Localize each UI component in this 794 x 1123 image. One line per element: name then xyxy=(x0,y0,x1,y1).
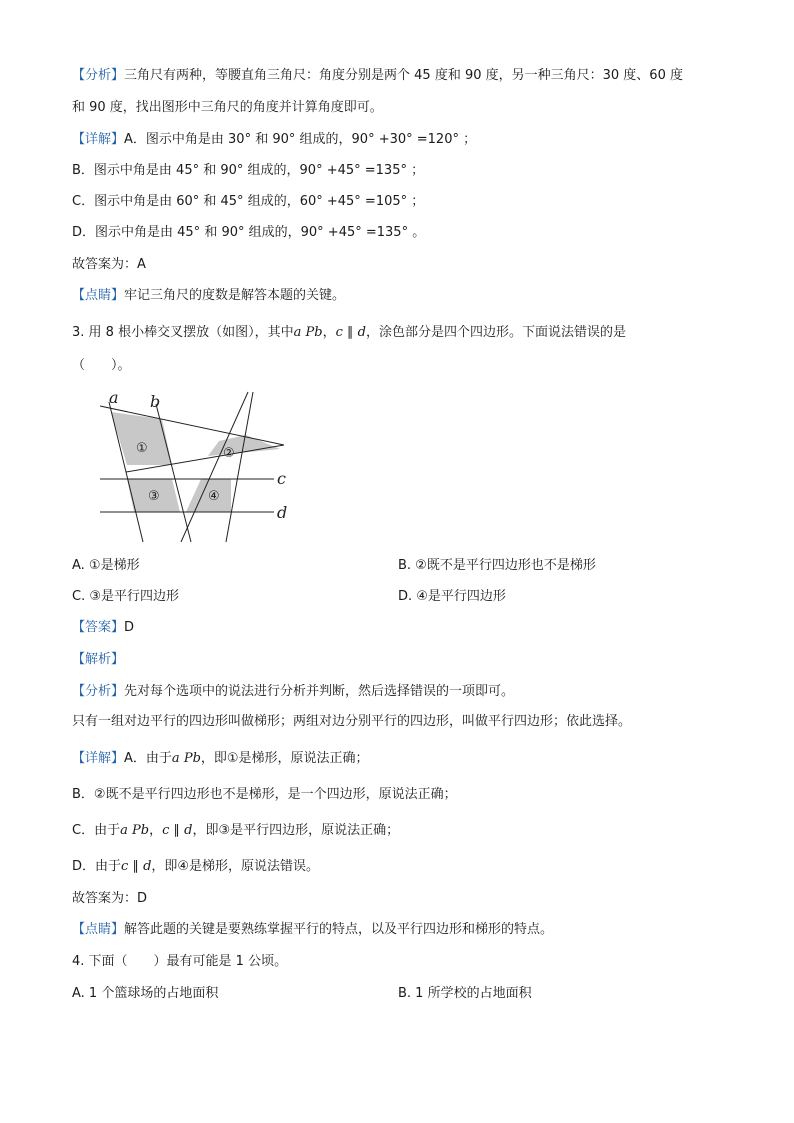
label-d: d xyxy=(277,503,288,522)
question-3-blank: （ ）。 xyxy=(72,358,131,373)
analysis-tag: 【分析】 xyxy=(72,68,125,83)
option-3-B[interactable]: B. ②既不是平行四边形也不是梯形 xyxy=(398,558,596,573)
analysis-3-rule: 只有一组对边平行的四边形叫做梯形；两组对边分别平行的四边形，叫做平行四边形；依此选择。 xyxy=(72,714,632,729)
explain-3-tag: 【解析】 xyxy=(72,652,125,667)
option-3-A[interactable]: A. ①是梯形 xyxy=(72,558,140,573)
answer-3-final: 故答案为：D xyxy=(72,891,148,906)
answer-3: 【答案】D xyxy=(72,620,135,635)
detail-1-b: B．图示中角是由 45° 和 90° 组成的，90° +45° =135° ； xyxy=(72,163,425,178)
detail-3-d: D．由于c ∥ d，即④是梯形，原说法错误。 xyxy=(72,859,320,874)
analysis-1-line-2: 和 90 度，找出图形中三角尺的角度并计算角度即可。 xyxy=(72,100,383,115)
region-1 xyxy=(111,412,172,465)
detail-1-c: C．图示中角是由 60° 和 45° 组成的，60° +45° =105° ； xyxy=(72,194,425,209)
label-a: a xyxy=(109,388,119,407)
option-3-D[interactable]: D. ④是平行四边形 xyxy=(398,589,506,604)
comment-tag: 【点睛】 xyxy=(72,288,125,303)
shaded-regions xyxy=(111,412,280,512)
question-3-stem: 3. 用 8 根小棒交叉摆放（如图），其中a Pb，c ∥ d，涂色部分是四个四边形。下面说法错误的是 xyxy=(72,325,626,340)
detail-1-a: 【详解】A．图示中角是由 30° 和 90° 组成的，90° +30° =120° ； xyxy=(72,132,477,147)
label-c: c xyxy=(277,469,286,488)
option-4-A[interactable]: A. 1 个篮球场的占地面积 xyxy=(72,986,219,1001)
comment-3: 【点睛】解答此题的关键是要熟练掌握平行的特点，以及平行四边形和梯形的特点。 xyxy=(72,922,554,937)
region-label-2: ② xyxy=(223,446,235,461)
analysis-3: 【分析】先对每个选项中的说法进行分析并判断，然后选择错误的一项即可。 xyxy=(72,684,515,699)
region-2 xyxy=(208,435,280,456)
detail-3-c: C．由于a Pb，c ∥ d，即③是平行四边形，原说法正确； xyxy=(72,823,400,838)
detail-3-b: B．②既不是平行四边形也不是梯形，是一个四边形，原说法正确； xyxy=(72,787,457,802)
stick-b xyxy=(156,404,191,542)
detail-tag: 【详解】 xyxy=(72,132,125,147)
analysis-1-line-1 xyxy=(72,67,683,85)
analysis-text: 三角尺有两种，等腰直角三角尺：角度分别是两个 45 度和 90 度，另一种三角尺：30 度、60 度 xyxy=(124,68,683,83)
detail-3-a: 【详解】A．由于a Pb，即①是梯形，原说法正确； xyxy=(72,751,369,766)
region-label-4: ④ xyxy=(208,489,220,504)
answer-1: 故答案为：A xyxy=(72,257,146,272)
label-b: b xyxy=(150,392,161,411)
stick-left-rising xyxy=(181,392,248,542)
option-4-B[interactable]: B. 1 所学校的占地面积 xyxy=(398,986,532,1001)
stick-right-vertical xyxy=(226,392,253,542)
option-3-C[interactable]: C. ③是平行四边形 xyxy=(72,589,179,604)
comment-1: 【点睛】牢记三角尺的度数是解答本题的关键。 xyxy=(72,288,346,303)
detail-1-d: D．图示中角是由 45° 和 90° 组成的，90° +45° =135° 。 xyxy=(72,225,426,240)
sticks-figure xyxy=(96,386,296,544)
question-4-stem: 4. 下面（ ）最有可能是 1 公顷。 xyxy=(72,954,288,969)
region-label-1: ① xyxy=(136,441,148,456)
region-label-3: ③ xyxy=(148,489,160,504)
